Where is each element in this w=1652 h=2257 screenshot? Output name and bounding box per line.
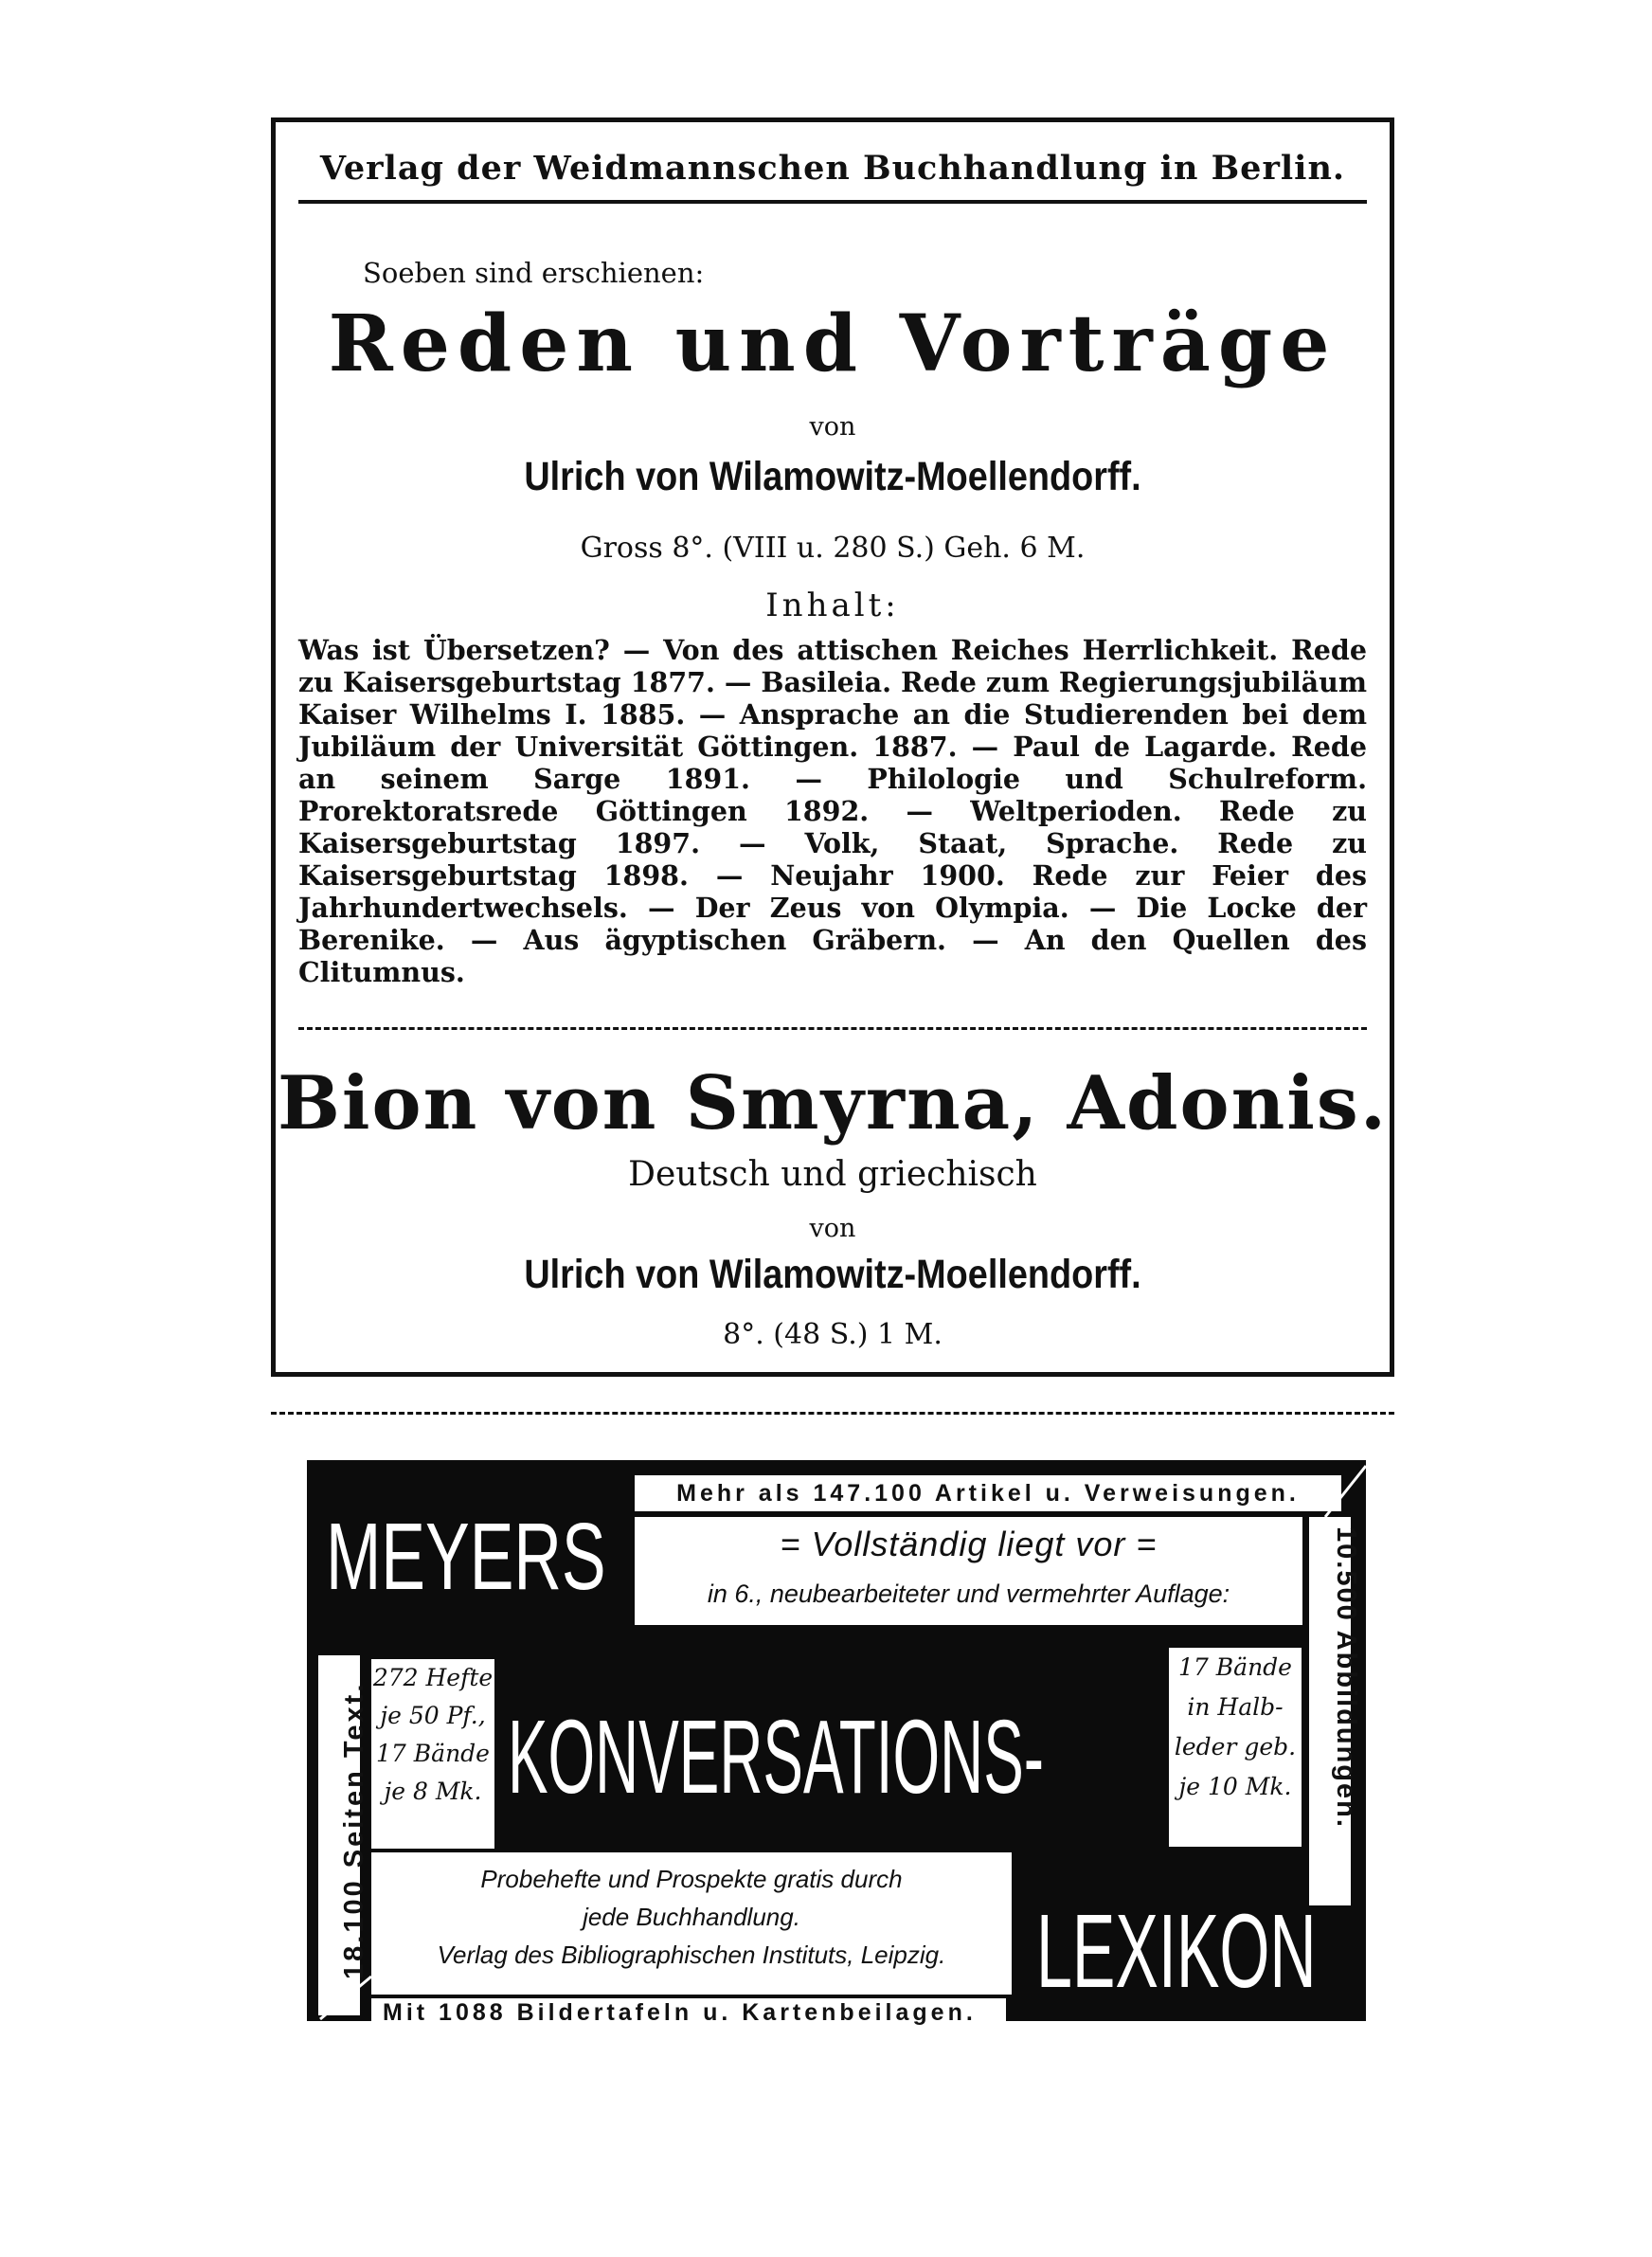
heading-rule [298, 200, 1367, 204]
price-line: je 50 Pf., [380, 1702, 486, 1729]
section-divider [298, 1027, 1367, 1030]
book2-author: Ulrich von Wilamowitz-Moellendorff. [524, 1252, 1141, 1297]
page-separator [271, 1412, 1394, 1415]
book1-author: Ulrich von Wilamowitz-Moellendorff. [524, 454, 1141, 499]
book1-format: Gross 8°. (VIII u. 280 S.) Geh. 6 M. [580, 532, 1086, 565]
price-line: in Halb- [1187, 1693, 1284, 1721]
edition-notice: in 6., neubearbeiteter und vermehrter Auflage: [707, 1580, 1230, 1608]
pages-count: 18.100 Seiten Text. [339, 1681, 369, 1980]
edition-box [635, 1517, 1302, 1625]
book1-title: Reden und Vorträge [328, 298, 1338, 389]
sample-line: jede Buchhandlung. [583, 1903, 800, 1931]
price-line: leder geb. [1174, 1733, 1297, 1760]
meyers-advertisement [307, 1460, 1366, 2026]
weidmann-advertisement [271, 117, 1394, 1377]
price-line: 272 Hefte [372, 1664, 494, 1691]
sample-notice-box [371, 1852, 1012, 1995]
just-published-label: Soeben sind erschienen: [363, 257, 705, 289]
sample-line: Probehefte und Prospekte gratis durch [480, 1865, 903, 1893]
book2-von: von [809, 1214, 856, 1243]
bound-volumes-box [1169, 1648, 1302, 1847]
complete-notice: = Vollständig liegt vor = [780, 1525, 1158, 1563]
book2-title: Bion von Smyrna, Adonis. [278, 1060, 1388, 1147]
price-line: 17 Bände [1178, 1653, 1292, 1681]
price-line: je 8 Mk. [384, 1778, 482, 1805]
articles-count: Mehr als 147.100 Artikel u. Verweisungen. [635, 1475, 1341, 1511]
plates-count: Mit 1088 Bildertafeln u. Kartenbeilagen. [383, 1999, 977, 2026]
illustrations-count: 10.500 Abbildungen. [1331, 1526, 1361, 1829]
lexikon-title: LEXIKON [1036, 1893, 1317, 2010]
price-line: 17 Bände [376, 1740, 490, 1767]
book2-subtitle: Deutsch und griechisch [628, 1155, 1037, 1194]
price-line: je 10 Mk. [1178, 1773, 1292, 1800]
publisher-line: Verlag des Bibliographischen Instituts, Leipzig. [437, 1941, 946, 1969]
publisher-heading: Verlag der Weidmannschen Buchhandlung in Berlin. [319, 149, 1346, 188]
issues-price-box [371, 1659, 494, 1849]
contents-heading: Inhalt: [765, 587, 900, 624]
meyers-title: MEYERS [326, 1504, 606, 1610]
book1-von: von [809, 412, 856, 442]
contents-list: Was ist Übersetzen? — Von des attischen Reiches Herrlichkeit. Rede zu Kaisersgeburtstag 1877. — Basileia. Rede zum Regierungsjubiläum Kaiser Wilhelms I. 1885. — Ansprache an die Studierenden bei dem Jubiläum der Universität Göttingen. 1887. — Paul de Lagarde. Rede an seinem Sarge 1891. — Philologie und Schulreform. Prorektoratsrede Göttingen 1892. — Weltperioden. Rede zu Kaisersgeburtstag 1897. — Volk, Staat, Sprache. Rede zu Kaisersgeburtstag 1898. — Neujahr 1900. Rede zur Feier des Jahrhundertwechsels. — Der Zeus von Olympia. — Die Locke der Berenike. — Aus ägyptischen Gräbern. — An den Quellen des Clitumnus. [298, 634, 1367, 988]
konversations-title: KONVERSATIONS- [508, 1699, 1045, 1815]
book2-format: 8°. (48 S.) 1 M. [723, 1318, 943, 1351]
